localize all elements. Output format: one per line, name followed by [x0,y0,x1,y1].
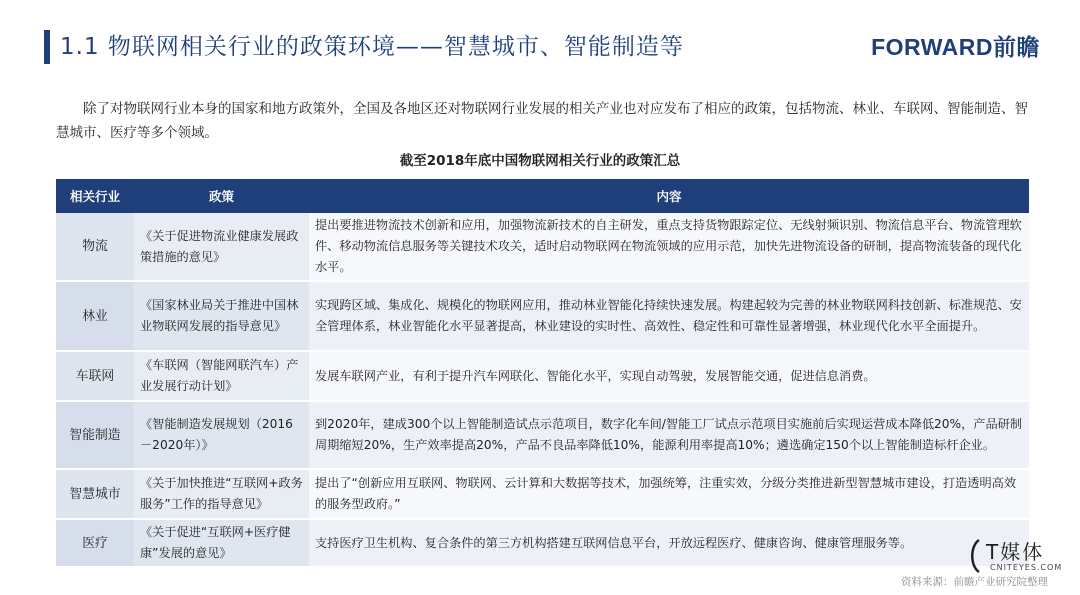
title-accent-bar [44,30,50,64]
column-header-policy: 政策 [134,179,309,213]
content-cell: 发展车联网产业，有利于提升汽车网联化、智能化水平，实现自动驾驶，发展智能交通，促进信息消费。 [309,351,1029,401]
industry-cell: 智能制造 [56,401,134,469]
table-row [56,281,1029,351]
industry-cell: 车联网 [56,351,134,401]
table-row [56,351,1029,401]
table-row [56,469,1029,519]
content-cell: 到2020年，建成300个以上智能制造试点示范项目，数字化车间/智能工厂试点示范项目实施前后实现运营成本降低20%，产品研制周期缩短20%，生产效率提高20%，产品不良品率降低10%，能源利用率提高10%；遴选确定150个以上智能制造标杆企业。 [309,401,1029,469]
content-cell: 提出了“创新应用互联网、物联网、云计算和大数据等技术，加强统筹，注重实效，分级分类推进新型智慧城市建设，打造透明高效的服务型政府。” [309,469,1029,519]
source-note: 资料来源：前瞻产业研究院整理 [901,576,1048,588]
policy-cell: 《国家林业局关于推进中国林业物联网发展的指导意见》 [134,281,309,351]
policy-cell: 《关于促进“互联网+医疗健康”发展的意见》 [134,519,309,567]
policy-cell: 《智能制造发展规划（2016－2020年）》 [134,401,309,469]
intro-paragraph: 除了对物联网行业本身的国家和地方政策外，全国及各地区还对物联网行业发展的相关产业也对应发布了相应的政策，包括物流、林业、车联网、智能制造、智慧城市、医疗等多个领域。 [56,101,1028,141]
forward-logo: FORWARD前瞻 [871,34,1040,60]
table-caption: 截至2018年底中国物联网相关行业的政策汇总 [399,153,681,169]
tmedia-watermark [966,536,1066,578]
industry-cell: 物流 [56,213,134,281]
policy-cell: 《关于加快推进“互联网+政务服务”工作的指导意见》 [134,469,309,519]
industry-cell: 智慧城市 [56,469,134,519]
policy-cell: 《车联网（智能网联汽车）产业发展行动计划》 [134,351,309,401]
tmedia-domain: CNITEYES.COM [990,563,1063,572]
content-cell: 提出要推进物流技术创新和应用，加强物流新技术的自主研发，重点支持货物跟踪定位、无线射频识别、物流信息平台、物流管理软件、移动物流信息服务等关键技术攻关，适时启动物联网在物流领域的应用示范，加快先进物流设备的研制，提高物流装备的现代化水平。 [309,213,1029,281]
content-cell: 实现跨区域、集成化、规模化的物联网应用，推动林业智能化持续快速发展。构建起较为完善的林业物联网科技创新、标准规范、安全管理体系，林业智能化水平显著提高，林业建设的实时性、高效性、稳定性和可靠性显著增强，林业现代化水平全面提升。 [309,281,1029,351]
table-header-row [56,179,1029,213]
table-row [56,213,1029,281]
column-header-content: 内容 [309,179,1029,213]
policy-cell: 《关于促进物流业健康发展政策措施的意见》 [134,213,309,281]
column-header-industry: 相关行业 [56,179,134,213]
content-cell: 支持医疗卫生机构、复合条件的第三方机构搭建互联网信息平台，开放远程医疗、健康咨询、健康管理服务等。 [309,519,1029,567]
policy-table [56,179,1029,568]
table-row [56,401,1029,469]
tmedia-logo-icon [966,538,984,574]
industry-cell: 林业 [56,281,134,351]
tmedia-name: T媒体 [986,540,1045,564]
table-row [56,519,1029,567]
page-title: 1.1 物联网相关行业的政策环境——智慧城市、智能制造等 [60,34,684,60]
industry-cell: 医疗 [56,519,134,567]
